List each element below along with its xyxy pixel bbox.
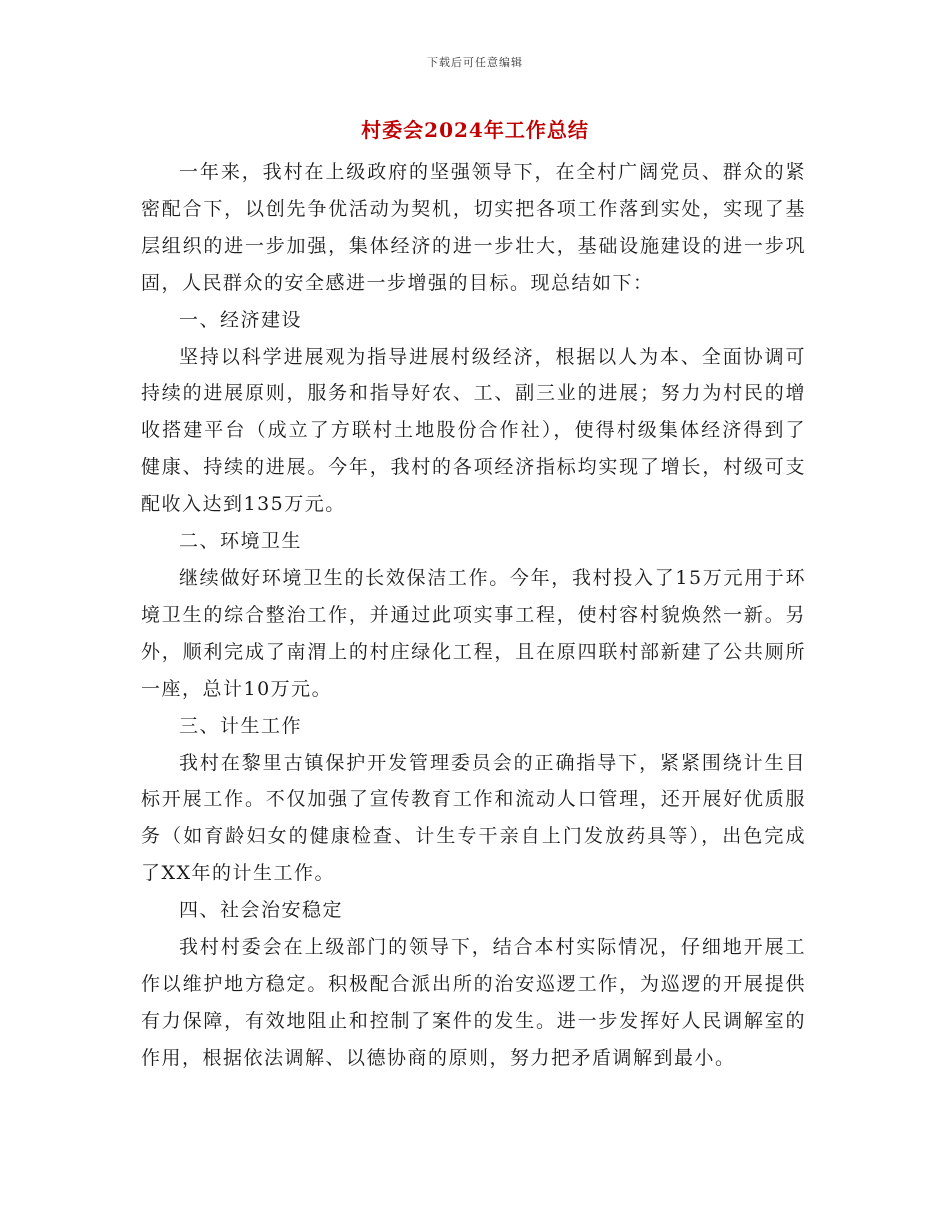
section-heading-environment: 二、环境卫生 — [179, 530, 303, 553]
section-heading-family-planning: 三、计生工作 — [179, 714, 303, 737]
section-heading-public-security: 四、社会治安稳定 — [179, 899, 344, 922]
document-body — [141, 154, 806, 1077]
public-security-paragraph: 我村村委会在上级部门的领导下，结合本村实际情况，仔细地开展工作以维护地方稳定。积极配合派出所的治安巡逻工作，为巡逻的开展提供有力保障，有效地阻止和控制了案件的发生。进一步发挥好人民调解室的作用，根据依法调解、以德协商的原则，努力把矛盾调解到最小。 — [141, 936, 806, 1069]
family-planning-paragraph: 我村在黎里古镇保护开发管理委员会的正确指导下，紧紧围绕计生目标开展工作。不仅加强了宣传教育工作和流动人口管理，还开展好优质服务（如育龄妇女的健康检查、计生专干亲自上门发放药具等），出色完成了XX年的计生工作。 — [141, 751, 806, 885]
page-header: 下载后可任意编辑 — [427, 56, 523, 69]
document-title: 村委会2024年工作总结 — [361, 118, 589, 142]
environment-paragraph: 继续做好环境卫生的长效保洁工作。今年，我村投入了15万元用于环境卫生的综合整治工作，并通过此项实事工程，使村容村貌焕然一新。另外，顺利完成了南渭上的村庄绿化工程，且在原四联村部新建了公共厕所一座，总计10万元。 — [141, 566, 806, 700]
section-heading-economy: 一、经济建设 — [179, 308, 303, 331]
economy-paragraph: 坚持以科学进展观为指导进展村级经济，根据以人为本、全面协调可持续的进展原则，服务和指导好农、工、副三业的进展；努力为村民的增收搭建平台（成立了方联村土地股份合作社），使得村级集体经济得到了健康、持续的进展。今年，我村的各项经济指标均实现了增长，村级可支配收入达到135万元。 — [141, 345, 806, 516]
intro-paragraph: 一年来，我村在上级政府的坚强领导下，在全村广阔党员、群众的紧密配合下，以创先争优活动为契机，切实把各项工作落到实处，实现了基层组织的进一步加强，集体经济的进一步壮大，基础设施建设的进一步巩固，人民群众的安全感进一步增强的目标。现总结如下： — [141, 161, 806, 294]
